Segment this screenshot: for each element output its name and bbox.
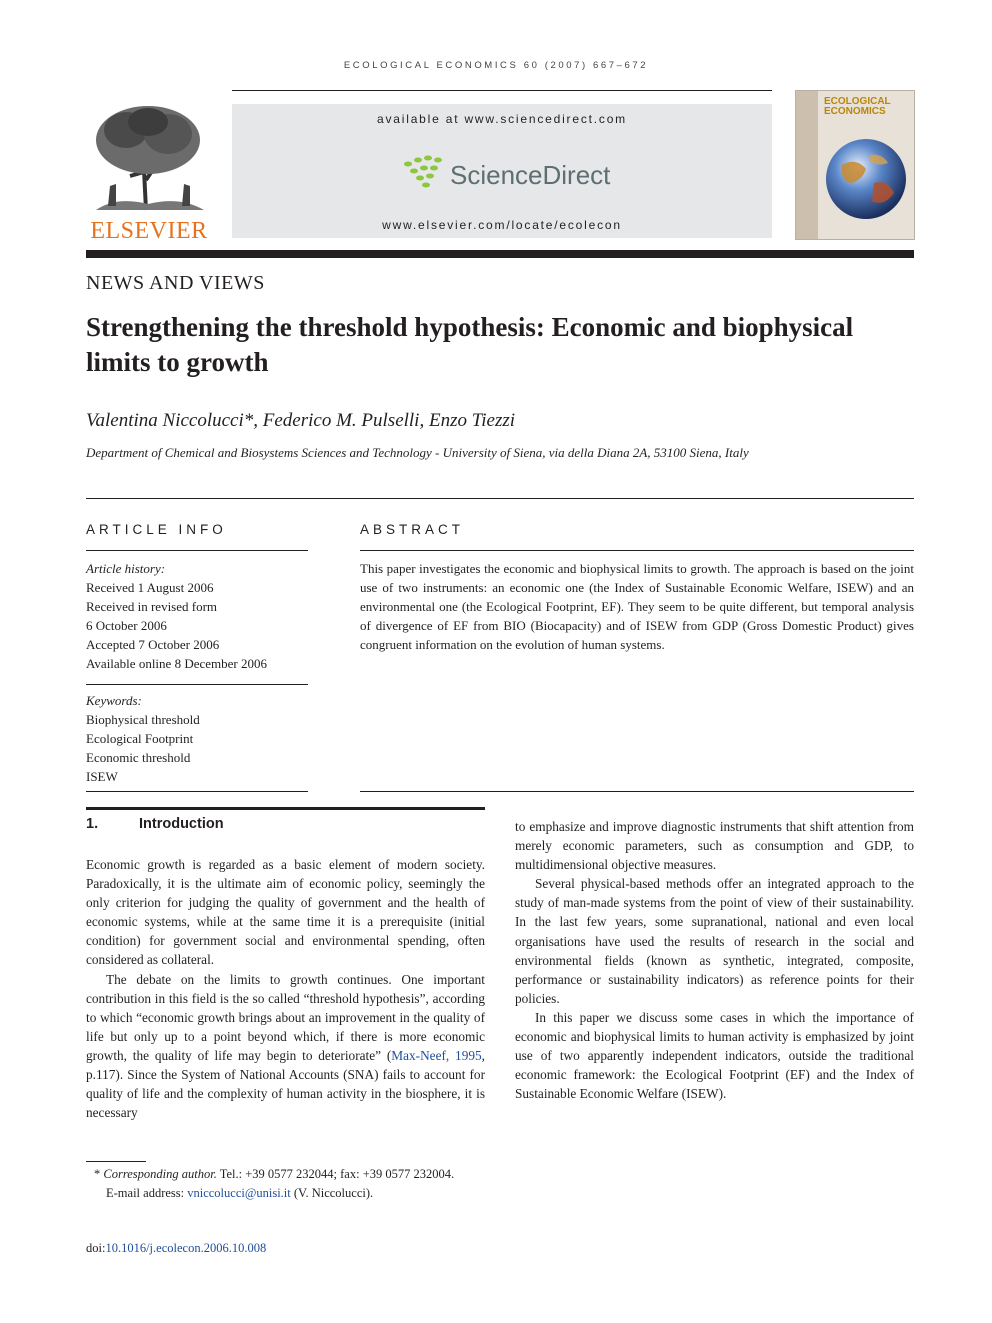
history-item: Received in revised form	[86, 599, 218, 614]
paragraph	[86, 970, 485, 1123]
paragraph-text: The debate on the limits to growth continues. One important contribution in this field is the so called “threshold hypothesis”, according to which “economic growth brings about an improvement in the quality of life but only up to a point beyond which, if there is more economic growth, the quality of life may begin to deteriorate” (	[86, 971, 485, 1063]
keyword: Economic threshold	[86, 750, 191, 765]
section-rule	[86, 807, 485, 810]
footnote-star: *	[94, 1167, 101, 1181]
paragraph: Economic growth is regarded as a basic element of modern society. Paradoxically, it is the ultimate aim of economic policy, seemingly the only criterion for judging the quality of government and the health of economic systems, while at the same time it is a prerequisite (initial condition) for government social and environmental spending, often considered as collateral.	[86, 857, 485, 968]
paragraph: Several physical-based methods offer an integrated approach to the study of man-made systems from the point of view of their sustainability. In the last few years, some supranational, national and even local organisations have used the results of research in the social and environmental fields (known as synthetic, integrated, composite, performance or sustainability indicators) as reference points for their policies.	[515, 876, 914, 1006]
cover-title-line-2: ECONOMICS	[824, 106, 886, 117]
cover-title	[824, 97, 891, 117]
article-history	[86, 559, 308, 673]
cover-strip	[796, 91, 818, 239]
citation-link[interactable]: Max-Neef, 1995	[391, 1047, 482, 1063]
keyword: ISEW	[86, 769, 118, 784]
divider	[360, 550, 914, 551]
contact-numbers: Tel.: +39 0577 232044; fax: +39 0577 232004.	[216, 1167, 455, 1181]
article-info-heading: ARTICLE INFO	[86, 522, 227, 537]
corresponding-author-note	[94, 1165, 454, 1184]
divider	[86, 550, 308, 551]
column-right	[515, 817, 914, 1103]
globe-icon	[822, 135, 910, 223]
section-tag: NEWS AND VIEWS	[86, 272, 265, 294]
section-number: 1.	[86, 816, 99, 832]
email-label: E-mail address:	[106, 1186, 188, 1200]
doi-link[interactable]: 10.1016/j.ecolecon.2006.10.008	[105, 1241, 267, 1255]
paragraph-text: , p.117). Since the System of National Accounts (SNA) fails to account for quality of life and the complexity of human activity in the biosphere, it is necessary	[86, 1047, 485, 1121]
journal-cover	[795, 90, 915, 240]
email-suffix: (V. Niccolucci).	[290, 1186, 374, 1200]
available-at-text[interactable]: available at www.sciencedirect.com	[377, 112, 627, 126]
doi-label: doi:	[86, 1241, 106, 1255]
authors: Valentina Niccolucci*, Federico M. Pulselli, Enzo Tiezzi	[86, 410, 516, 431]
abstract-heading: ABSTRACT	[360, 522, 465, 537]
keywords	[86, 691, 308, 786]
column-left	[86, 855, 485, 1122]
journal-url[interactable]: www.elsevier.com/locate/ecolecon	[382, 218, 622, 232]
article-title: Strengthening the threshold hypothesis: Economic and biophysical limits to growth	[86, 312, 854, 377]
section-heading: Introduction	[139, 816, 224, 832]
paragraph: In this paper we discuss some cases in which the importance of economic and biophysical limits to human activity is emphasized by joint use of two apparently independent indicators, outside the traditional economic framework: the Ecological Footprint (EF) and the Index of Sustainable Economic Welfare (ISEW).	[515, 1009, 914, 1102]
affiliation: Department of Chemical and Biosystems Sciences and Technology - University of Siena, via della Diana 2A, 53100 Siena, Italy	[86, 445, 749, 460]
divider	[360, 791, 914, 792]
divider	[86, 498, 914, 499]
journal-citation: ECOLOGICAL ECONOMICS 60 (2007) 667–672	[343, 60, 649, 71]
cover-title-line-1: ECOLOGICAL	[824, 96, 891, 107]
history-item: Received 1 August 2006	[86, 580, 214, 595]
email-link[interactable]: vniccolucci@unisi.it	[187, 1186, 291, 1200]
keyword: Biophysical threshold	[86, 712, 200, 727]
history-item: Available online 8 December 2006	[86, 656, 267, 671]
abstract-text: This paper investigates the economic and biophysical limits to growth. The approach is based on the joint use of two instruments: an economic one (the Index of Sustainable Economic Welfare, ISEW) and an environmental one (the Ecological Footprint, EF). They seem to be quite different, but temporal analysis of divergence of EF from BIO (Biocapacity) and of ISEW from GDP (Gross Domestic Product) gives congruent information on the evolution of human systems.	[360, 561, 914, 652]
email-note	[106, 1184, 373, 1203]
paragraph: to emphasize and improve diagnostic instruments that shift attention from merely economic parameters, such as consumption and GDP, to multidimensional objective measures.	[515, 819, 914, 873]
top-thick-rule	[86, 250, 914, 258]
doi-line	[86, 1239, 266, 1258]
footnote-rule	[86, 1161, 146, 1162]
corresponding-label: Corresponding author.	[103, 1167, 217, 1181]
divider	[86, 791, 308, 792]
header-rule	[232, 90, 772, 91]
history-item: Accepted 7 October 2006	[86, 637, 220, 652]
keywords-label: Keywords:	[86, 693, 142, 708]
sciencedirect-wordmark: ScienceDirect	[450, 160, 611, 190]
keyword: Ecological Footprint	[86, 731, 194, 746]
history-label: Article history:	[86, 561, 166, 576]
history-item: 6 October 2006	[86, 618, 167, 633]
elsevier-wordmark: ELSEVIER	[90, 218, 208, 244]
sciencedirect-icon	[400, 154, 448, 190]
divider	[86, 684, 308, 685]
